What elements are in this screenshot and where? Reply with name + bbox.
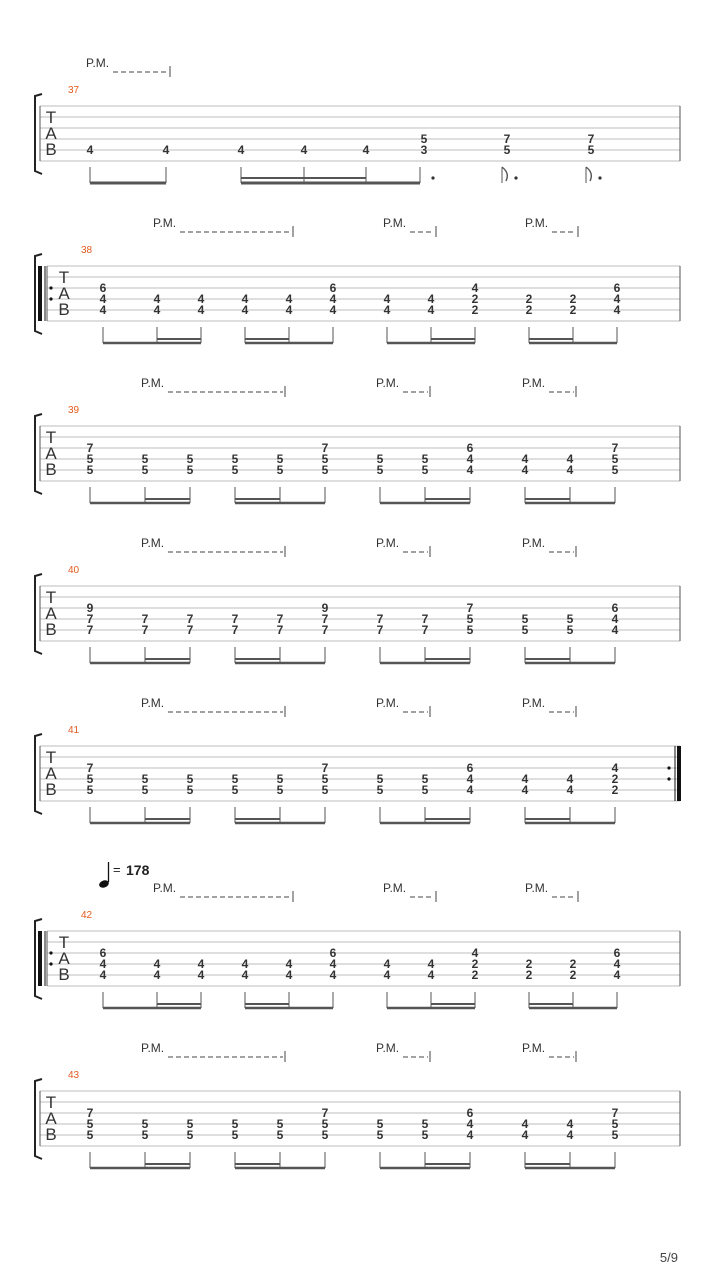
fret-number: 4 bbox=[241, 303, 249, 317]
fret-number: 5 bbox=[141, 772, 149, 786]
tab-clef-letter: B bbox=[45, 780, 57, 799]
fret-number: 6 bbox=[613, 946, 621, 960]
fret-number: 5 bbox=[186, 463, 194, 477]
fret-number: 6 bbox=[99, 946, 107, 960]
fret-number: 4 bbox=[566, 1128, 574, 1142]
fret-number: 4 bbox=[566, 463, 574, 477]
repeat-dot bbox=[667, 777, 670, 780]
page-number: 5/9 bbox=[659, 1250, 678, 1265]
fret-number: 4 bbox=[427, 957, 435, 971]
fret-number: 7 bbox=[141, 623, 149, 637]
fret-number: 4 bbox=[611, 623, 619, 637]
fret-number: 5 bbox=[231, 463, 239, 477]
fret-number: 5 bbox=[141, 1128, 149, 1142]
fret-number: 7 bbox=[321, 1106, 329, 1120]
palm-mute-label: P.M. bbox=[376, 536, 400, 550]
fret-number: 4 bbox=[86, 143, 94, 157]
fret-number: 4 bbox=[466, 463, 474, 477]
note-flag bbox=[586, 167, 591, 181]
fret-number: 7 bbox=[466, 601, 474, 615]
fret-number: 2 bbox=[471, 303, 479, 317]
fret-number: 5 bbox=[321, 772, 329, 786]
fret-number: 4 bbox=[153, 968, 161, 982]
fret-number: 5 bbox=[376, 452, 384, 466]
fret-number: 5 bbox=[141, 463, 149, 477]
fret-number: 4 bbox=[241, 957, 249, 971]
fret-number: 5 bbox=[521, 623, 529, 637]
fret-number: 4 bbox=[197, 968, 205, 982]
fret-number: 5 bbox=[376, 1128, 384, 1142]
fret-number: 5 bbox=[276, 772, 284, 786]
fret-number: 7 bbox=[276, 612, 284, 626]
fret-number: 5 bbox=[141, 783, 149, 797]
fret-number: 7 bbox=[276, 623, 284, 637]
fret-number: 4 bbox=[99, 968, 107, 982]
tab-clef-letter: A bbox=[45, 124, 57, 143]
measure-number: 40 bbox=[68, 565, 80, 576]
fret-number: 2 bbox=[471, 292, 479, 306]
fret-number: 6 bbox=[466, 761, 474, 775]
fret-number: 2 bbox=[525, 303, 533, 317]
fret-number: 2 bbox=[569, 957, 577, 971]
fret-number: 4 bbox=[427, 968, 435, 982]
fret-number: 4 bbox=[99, 957, 107, 971]
fret-number: 4 bbox=[521, 772, 529, 786]
tab-clef-letter: B bbox=[58, 300, 70, 319]
fret-number: 4 bbox=[566, 1117, 574, 1131]
tab-clef-letter: T bbox=[45, 108, 57, 127]
fret-number: 7 bbox=[421, 623, 429, 637]
fret-number: 4 bbox=[471, 281, 479, 295]
tab-clef-letter: T bbox=[58, 933, 70, 952]
fret-number: 4 bbox=[613, 957, 621, 971]
fret-number: 4 bbox=[613, 292, 621, 306]
fret-number: 5 bbox=[611, 1128, 619, 1142]
fret-number: 4 bbox=[241, 968, 249, 982]
fret-number: 4 bbox=[329, 303, 337, 317]
fret-number: 5 bbox=[186, 1128, 194, 1142]
fret-number: 7 bbox=[186, 612, 194, 626]
fret-number: 5 bbox=[186, 1117, 194, 1131]
fret-number: 5 bbox=[86, 772, 94, 786]
fret-number: 5 bbox=[503, 143, 511, 157]
fret-number: 4 bbox=[427, 292, 435, 306]
fret-number: 2 bbox=[525, 957, 533, 971]
fret-number: 2 bbox=[525, 968, 533, 982]
fret-number: 7 bbox=[231, 623, 239, 637]
fret-number: 4 bbox=[466, 783, 474, 797]
fret-number: 5 bbox=[466, 623, 474, 637]
fret-number: 5 bbox=[421, 1117, 429, 1131]
fret-number: 5 bbox=[611, 463, 619, 477]
palm-mute-label: P.M. bbox=[86, 56, 110, 70]
fret-number: 4 bbox=[197, 292, 205, 306]
repeat-start-thick-bar bbox=[38, 931, 42, 986]
measure-number: 42 bbox=[81, 910, 93, 921]
palm-mute-label: P.M. bbox=[376, 696, 400, 710]
measure-number: 39 bbox=[68, 405, 80, 416]
fret-number: 7 bbox=[186, 623, 194, 637]
fret-number: 5 bbox=[376, 772, 384, 786]
fret-number: 5 bbox=[276, 783, 284, 797]
fret-number: 4 bbox=[329, 292, 337, 306]
repeat-dot bbox=[49, 286, 52, 289]
fret-number: 5 bbox=[420, 132, 428, 146]
fret-number: 6 bbox=[466, 1106, 474, 1120]
fret-number: 7 bbox=[611, 441, 619, 455]
palm-mute-label: P.M. bbox=[383, 216, 407, 230]
fret-number: 5 bbox=[421, 452, 429, 466]
fret-number: 5 bbox=[566, 612, 574, 626]
fret-number: 6 bbox=[611, 601, 619, 615]
fret-number: 6 bbox=[613, 281, 621, 295]
fret-number: 4 bbox=[153, 303, 161, 317]
fret-number: 5 bbox=[231, 1128, 239, 1142]
fret-number: 4 bbox=[383, 968, 391, 982]
fret-number: 5 bbox=[86, 463, 94, 477]
fret-number: 2 bbox=[569, 292, 577, 306]
fret-number: 4 bbox=[99, 292, 107, 306]
fret-number: 2 bbox=[525, 292, 533, 306]
fret-number: 7 bbox=[321, 761, 329, 775]
tab-clef-letter: B bbox=[45, 1125, 57, 1144]
fret-number: 4 bbox=[471, 946, 479, 960]
fret-number: 4 bbox=[237, 143, 245, 157]
fret-number: 7 bbox=[611, 1106, 619, 1120]
palm-mute-label: P.M. bbox=[525, 881, 549, 895]
fret-number: 7 bbox=[321, 612, 329, 626]
tab-clef-letter: A bbox=[45, 604, 57, 623]
palm-mute-label: P.M. bbox=[522, 376, 546, 390]
fret-number: 2 bbox=[471, 957, 479, 971]
fret-number: 5 bbox=[466, 612, 474, 626]
repeat-start-thick-bar bbox=[38, 266, 42, 321]
palm-mute-label: P.M. bbox=[153, 881, 177, 895]
palm-mute-label: P.M. bbox=[522, 536, 546, 550]
fret-number: 5 bbox=[321, 463, 329, 477]
fret-number: 4 bbox=[285, 292, 293, 306]
fret-number: 7 bbox=[321, 441, 329, 455]
fret-number: 4 bbox=[521, 1117, 529, 1131]
fret-number: 6 bbox=[329, 281, 337, 295]
fret-number: 4 bbox=[613, 303, 621, 317]
fret-number: 7 bbox=[86, 1106, 94, 1120]
fret-number: 4 bbox=[466, 1128, 474, 1142]
fret-number: 5 bbox=[587, 143, 595, 157]
measure-number: 41 bbox=[68, 725, 80, 736]
fret-number: 5 bbox=[611, 1117, 619, 1131]
measure-number: 38 bbox=[81, 245, 93, 256]
palm-mute-label: P.M. bbox=[522, 696, 546, 710]
fret-number: 4 bbox=[383, 292, 391, 306]
tab-clef-letter: A bbox=[45, 1109, 57, 1128]
fret-number: 7 bbox=[141, 612, 149, 626]
fret-number: 9 bbox=[321, 601, 329, 615]
fret-number: 5 bbox=[376, 783, 384, 797]
fret-number: 3 bbox=[420, 143, 428, 157]
fret-number: 2 bbox=[569, 968, 577, 982]
fret-number: 5 bbox=[611, 452, 619, 466]
fret-number: 5 bbox=[86, 1117, 94, 1131]
fret-number: 4 bbox=[566, 452, 574, 466]
fret-number: 5 bbox=[376, 463, 384, 477]
fret-number: 4 bbox=[383, 957, 391, 971]
fret-number: 5 bbox=[321, 1117, 329, 1131]
fret-number: 4 bbox=[521, 783, 529, 797]
fret-number: 7 bbox=[376, 612, 384, 626]
fret-number: 5 bbox=[421, 772, 429, 786]
fret-number: 7 bbox=[86, 623, 94, 637]
repeat-dot bbox=[49, 951, 52, 954]
fret-number: 5 bbox=[421, 1128, 429, 1142]
measure-number: 37 bbox=[68, 85, 80, 96]
fret-number: 4 bbox=[197, 303, 205, 317]
fret-number: 4 bbox=[300, 143, 308, 157]
fret-number: 4 bbox=[521, 463, 529, 477]
fret-number: 5 bbox=[141, 452, 149, 466]
fret-number: 4 bbox=[197, 957, 205, 971]
fret-number: 5 bbox=[231, 1117, 239, 1131]
fret-number: 4 bbox=[466, 452, 474, 466]
tab-clef-letter: T bbox=[45, 428, 57, 447]
fret-number: 5 bbox=[376, 1117, 384, 1131]
fret-number: 7 bbox=[587, 132, 595, 146]
fret-number: 4 bbox=[99, 303, 107, 317]
fret-number: 5 bbox=[421, 463, 429, 477]
repeat-dot bbox=[49, 297, 52, 300]
palm-mute-label: P.M. bbox=[376, 1041, 400, 1055]
tab-clef-letter: T bbox=[45, 748, 57, 767]
palm-mute-label: P.M. bbox=[525, 216, 549, 230]
tempo-bpm: 178 bbox=[126, 862, 150, 878]
fret-number: 7 bbox=[421, 612, 429, 626]
fret-number: 2 bbox=[471, 968, 479, 982]
fret-number: 6 bbox=[466, 441, 474, 455]
fret-number: 6 bbox=[99, 281, 107, 295]
tab-clef-letter: A bbox=[58, 949, 70, 968]
fret-number: 5 bbox=[276, 1117, 284, 1131]
tab-clef-letter: T bbox=[45, 1093, 57, 1112]
fret-number: 5 bbox=[231, 452, 239, 466]
palm-mute-label: P.M. bbox=[522, 1041, 546, 1055]
repeat-dot bbox=[667, 766, 670, 769]
fret-number: 2 bbox=[569, 303, 577, 317]
fret-number: 4 bbox=[611, 761, 619, 775]
fret-number: 4 bbox=[521, 452, 529, 466]
tab-clef-letter: A bbox=[45, 764, 57, 783]
fret-number: 4 bbox=[285, 957, 293, 971]
palm-mute-label: P.M. bbox=[141, 536, 165, 550]
fret-number: 4 bbox=[329, 957, 337, 971]
repeat-dot bbox=[49, 962, 52, 965]
measure-number: 43 bbox=[68, 1070, 80, 1081]
fret-number: 5 bbox=[231, 783, 239, 797]
fret-number: 4 bbox=[383, 303, 391, 317]
fret-number: 4 bbox=[329, 968, 337, 982]
tab-clef-letter: A bbox=[58, 284, 70, 303]
tab-clef-letter: A bbox=[45, 444, 57, 463]
fret-number: 4 bbox=[241, 292, 249, 306]
tab-clef-letter: B bbox=[45, 140, 57, 159]
fret-number: 5 bbox=[186, 452, 194, 466]
fret-number: 4 bbox=[285, 968, 293, 982]
fret-number: 7 bbox=[376, 623, 384, 637]
fret-number: 2 bbox=[611, 783, 619, 797]
fret-number: 5 bbox=[86, 783, 94, 797]
fret-number: 4 bbox=[566, 772, 574, 786]
fret-number: 5 bbox=[86, 452, 94, 466]
fret-number: 5 bbox=[276, 452, 284, 466]
fret-number: 4 bbox=[521, 1128, 529, 1142]
fret-number: 5 bbox=[276, 1128, 284, 1142]
repeat-end-thick-bar bbox=[677, 746, 681, 801]
fret-number: 5 bbox=[321, 1128, 329, 1142]
fret-number: 7 bbox=[231, 612, 239, 626]
fret-number: 4 bbox=[285, 303, 293, 317]
fret-number: 7 bbox=[86, 761, 94, 775]
fret-number: 7 bbox=[86, 441, 94, 455]
fret-number: 5 bbox=[231, 772, 239, 786]
fret-number: 5 bbox=[141, 1117, 149, 1131]
fret-number: 5 bbox=[566, 623, 574, 637]
palm-mute-label: P.M. bbox=[153, 216, 177, 230]
fret-number: 7 bbox=[321, 623, 329, 637]
tab-clef-letter: B bbox=[45, 460, 57, 479]
fret-number: 5 bbox=[186, 772, 194, 786]
fret-number: 4 bbox=[611, 612, 619, 626]
fret-number: 4 bbox=[162, 143, 170, 157]
tab-clef-letter: T bbox=[45, 588, 57, 607]
fret-number: 4 bbox=[466, 1117, 474, 1131]
tempo-equals: = bbox=[113, 862, 121, 877]
dot bbox=[598, 176, 601, 179]
tab-clef-letter: B bbox=[45, 620, 57, 639]
fret-number: 9 bbox=[86, 601, 94, 615]
palm-mute-label: P.M. bbox=[141, 376, 165, 390]
fret-number: 5 bbox=[276, 463, 284, 477]
palm-mute-label: P.M. bbox=[383, 881, 407, 895]
fret-number: 2 bbox=[611, 772, 619, 786]
fret-number: 5 bbox=[321, 783, 329, 797]
tab-clef-letter: T bbox=[58, 268, 70, 287]
tab-clef-letter: B bbox=[58, 965, 70, 984]
fret-number: 7 bbox=[503, 132, 511, 146]
palm-mute-label: P.M. bbox=[376, 376, 400, 390]
fret-number: 5 bbox=[421, 783, 429, 797]
palm-mute-label: P.M. bbox=[141, 1041, 165, 1055]
note-flag bbox=[502, 167, 507, 181]
palm-mute-label: P.M. bbox=[141, 696, 165, 710]
fret-number: 5 bbox=[321, 452, 329, 466]
fret-number: 4 bbox=[466, 772, 474, 786]
fret-number: 4 bbox=[362, 143, 370, 157]
fret-number: 4 bbox=[427, 303, 435, 317]
fret-number: 7 bbox=[86, 612, 94, 626]
fret-number: 4 bbox=[153, 957, 161, 971]
fret-number: 6 bbox=[329, 946, 337, 960]
fret-number: 4 bbox=[566, 783, 574, 797]
fret-number: 5 bbox=[521, 612, 529, 626]
dot bbox=[514, 176, 517, 179]
dot bbox=[431, 176, 434, 179]
fret-number: 4 bbox=[153, 292, 161, 306]
fret-number: 5 bbox=[186, 783, 194, 797]
fret-number: 5 bbox=[86, 1128, 94, 1142]
fret-number: 4 bbox=[613, 968, 621, 982]
